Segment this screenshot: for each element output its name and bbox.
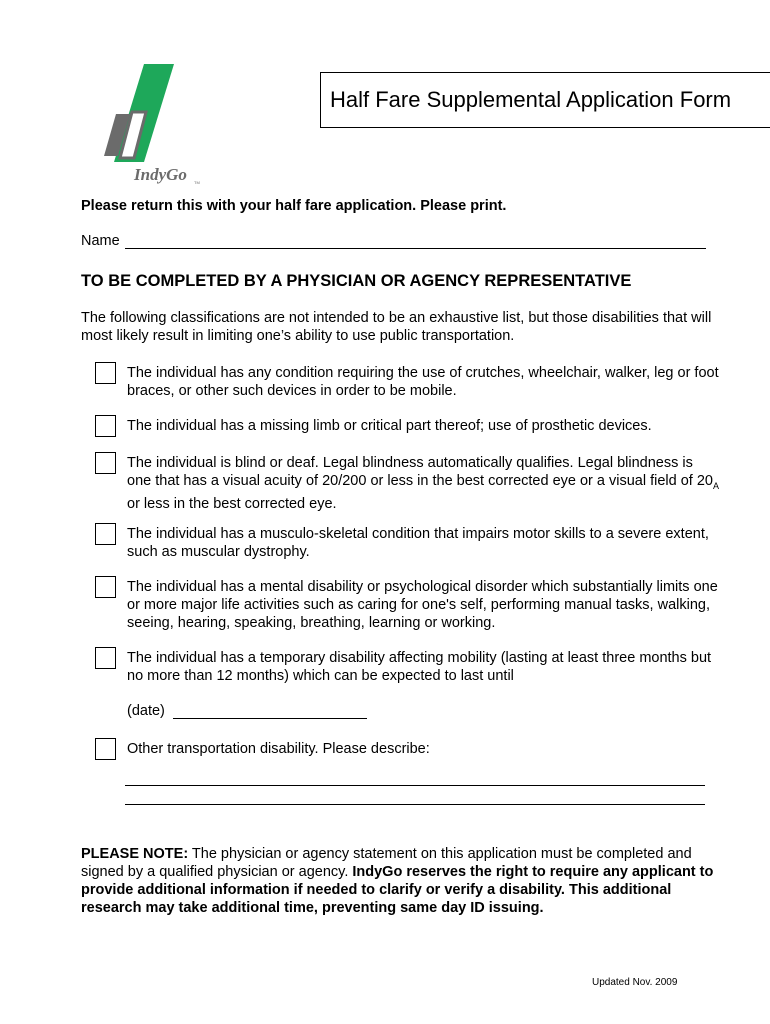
checkbox-blind-deaf[interactable] [95, 452, 116, 474]
checkbox-musculo-skeletal[interactable] [95, 523, 116, 545]
section-heading: TO BE COMPLETED BY A PHYSICIAN OR AGENCY REPRESENTATIVE [81, 272, 632, 290]
date-label: (date) [127, 703, 165, 719]
name-field[interactable] [81, 232, 706, 252]
intro-paragraph: The following classifications are not intended to be an exhaustive list, but those disabilities that will most likely result in limiting one’s ability to use public transportation. [81, 310, 712, 344]
date-field[interactable] [127, 702, 367, 722]
blind-deaf-text-after: or less in the best corrected eye. [127, 495, 337, 512]
checkbox-other[interactable] [95, 738, 116, 760]
checkbox-mental[interactable] [95, 576, 116, 598]
checklist-item-text: Other transportation disability. Please describe: [127, 741, 430, 757]
note-text: The physician or agency statement on this application must be completed and signed by a qualified physician or agency. [81, 846, 692, 880]
updated-date: Updated Nov. 2009 [592, 977, 678, 988]
checkbox-temporary[interactable] [95, 647, 116, 669]
acuity-subscript: A [712, 480, 719, 491]
blind-deaf-text-before: The individual is blind or deaf. Legal blindness automatically qualifies. Legal blindness is one that has a visual acuity of 20/200 or less in the best corrected eye or a visual field of 20 [127, 455, 713, 489]
please-note-paragraph [81, 845, 731, 917]
checkbox-missing-limb[interactable] [95, 415, 116, 437]
date-input-line[interactable] [173, 718, 367, 719]
logo-trademark: TM [194, 180, 200, 185]
name-input-line[interactable] [125, 248, 706, 249]
instructions: Please return this with your half fare application. Please print. [81, 198, 507, 214]
logo-wordmark: IndyGo [134, 165, 187, 184]
form-title: Half Fare Supplemental Application Form [330, 87, 732, 112]
describe-line-2[interactable] [125, 804, 705, 805]
note-label: PLEASE NOTE: [81, 846, 189, 862]
checklist-item-text: The individual has a missing limb or critical part thereof; use of prosthetic devices. [127, 418, 652, 434]
note-bold-text: IndyGo reserves the right to require any applicant to provide additional information if needed to clarify or verify a disability. This additional research may take additional time, preventing same day ID issuing. [81, 864, 714, 916]
checklist-item-text: The individual has a mental disability or psychological disorder which substantially limits one or more major life activities such as caring for one's self, performing manual tasks, walking, seeing, hearing, speaking, breathing, learning or working. [127, 579, 718, 631]
name-label: Name [81, 233, 120, 249]
indygo-logo-mark [92, 62, 212, 192]
checklist-item-text: The individual has a temporary disability affecting mobility (lasting at least three months but no more than 12 months) which can be expected to last until [127, 650, 712, 684]
checkbox-mobility[interactable] [95, 362, 116, 384]
checklist-item-text: The individual has any condition requiring the use of crutches, wheelchair, walker, leg or foot braces, or other such devices in order to be mobile. [127, 365, 719, 399]
form-title-box [320, 72, 770, 128]
checklist-item-text [127, 454, 719, 513]
checklist-item-text: The individual has a musculo-skeletal condition that impairs motor skills to a severe extent, such as muscular dystrophy. [127, 526, 709, 560]
describe-line-1[interactable] [125, 785, 705, 786]
indygo-logo [92, 62, 212, 192]
